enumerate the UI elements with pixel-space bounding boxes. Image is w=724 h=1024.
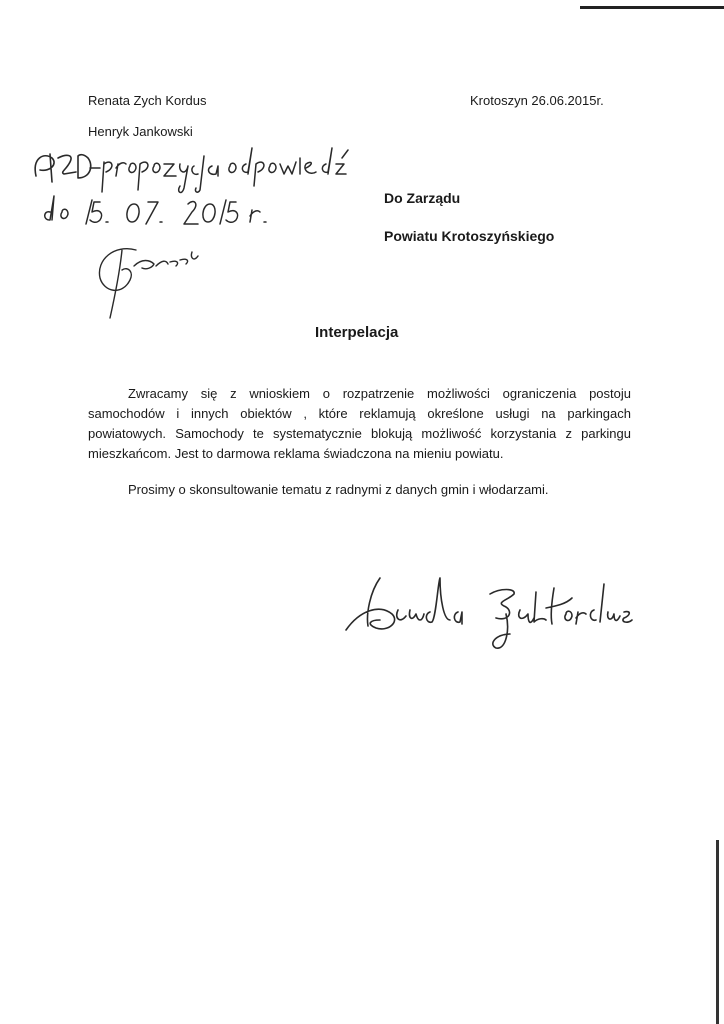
recipient-line-1: Do Zarządu [384, 190, 461, 206]
scan-edge-top [580, 6, 724, 9]
sender-name-2: Henryk Jankowski [88, 124, 193, 139]
scan-edge-right [716, 840, 719, 1024]
body-paragraph-2: Prosimy o skonsultowanie tematu z radnymi z danych gmin i włodarzami. [128, 482, 549, 497]
handwritten-signature [340, 570, 640, 660]
document-title: Interpelacja [315, 324, 399, 341]
sender-name-1: Renata Zych Kordus [88, 93, 207, 108]
body-paragraph-1: Zwracamy się z wnioskiem o rozpatrzenie możliwości ograniczenia postoju samochodów i innych obiektów , które reklamują określone usługi na parkingach powiatowych. Samochody te systematycznie blokują możliwość korzystania z parkingu mieszkańcom. Jest to darmowa reklama świadczona na mieniu powiatu. [88, 386, 631, 461]
recipient-line-2: Powiatu Krotoszyńskiego [384, 228, 555, 244]
handwritten-annotation [30, 140, 350, 330]
place-date: Krotoszyn 26.06.2015r. [470, 93, 604, 108]
